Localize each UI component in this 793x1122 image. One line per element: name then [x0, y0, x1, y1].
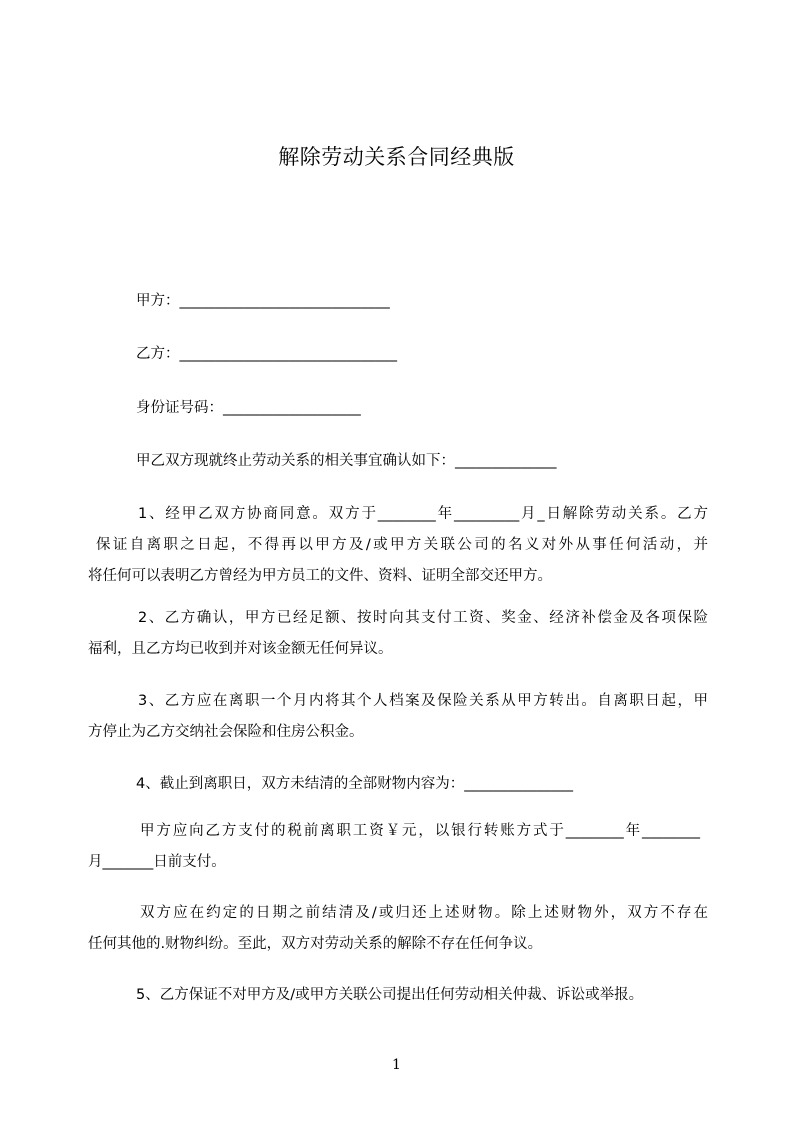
clause-3: [88, 686, 708, 748]
clause-1-line-1: 1、经甲乙双方协商同意。双方于________年_________月_日解除劳动关系。乙方: [138, 506, 708, 522]
clause-2-line-2: 福利，且乙方均已收到并对该金额无任何异议。: [88, 641, 393, 657]
clause-2-line-1: 2、乙方确认，甲方已经足额、按时向其支付工资、奖金、经济补偿金及各项保险: [138, 610, 708, 626]
party-a-line: 甲方：_____________________________: [136, 293, 390, 309]
clause-2: [88, 603, 708, 665]
settlement-line-2: 任何其他的.财物纠纷。至此，双方对劳动关系的解除不存在任何争议。: [88, 936, 543, 952]
clause-3-line-1: 3、乙方应在离职一个月内将其个人档案及保险关系从甲方转出。自离职日起，甲: [138, 693, 708, 709]
payment-line-1: 甲方应向乙方支付的税前离职工资￥元，以银行转账方式于________年________: [140, 823, 700, 839]
clause-5-line: 5、乙方保证不对甲方及/或甲方关联公司提出任何劳动相关仲裁、诉讼或举报。: [136, 987, 644, 1003]
settlement-paragraph: [88, 898, 708, 960]
clause-3-line-2: 方停止为乙方交纳社会保险和住房公积金。: [88, 724, 364, 740]
clause-1: [88, 499, 708, 592]
payment-line-2: 月_______日前支付。: [88, 854, 226, 870]
page-number: 1: [392, 1057, 401, 1073]
settlement-line-1: 双方应在约定的日期之前结清及/或归还上述财物。除上述财物外，双方不存在: [140, 905, 708, 921]
clause-1-line-2: 保证自离职之日起，不得再以甲方及/或甲方关联公司的名义对外从事任何活动，并: [96, 537, 708, 553]
party-b-line: 乙方：______________________________: [136, 346, 397, 362]
id-number-line: 身份证号码：___________________: [136, 400, 361, 416]
intro-line: 甲乙双方现就终止劳动关系的相关事宜确认如下：______________: [136, 453, 557, 469]
document-title: 解除劳动关系合同经典版: [278, 145, 515, 169]
payment-paragraph: [88, 816, 700, 878]
clause-4-line: 4、截止到离职日，双方未结清的全部财物内容为：_______________: [136, 776, 573, 792]
clause-1-line-3: 将任何可以表明乙方曾经为甲方员工的文件、资料、证明全部交还甲方。: [88, 568, 552, 584]
